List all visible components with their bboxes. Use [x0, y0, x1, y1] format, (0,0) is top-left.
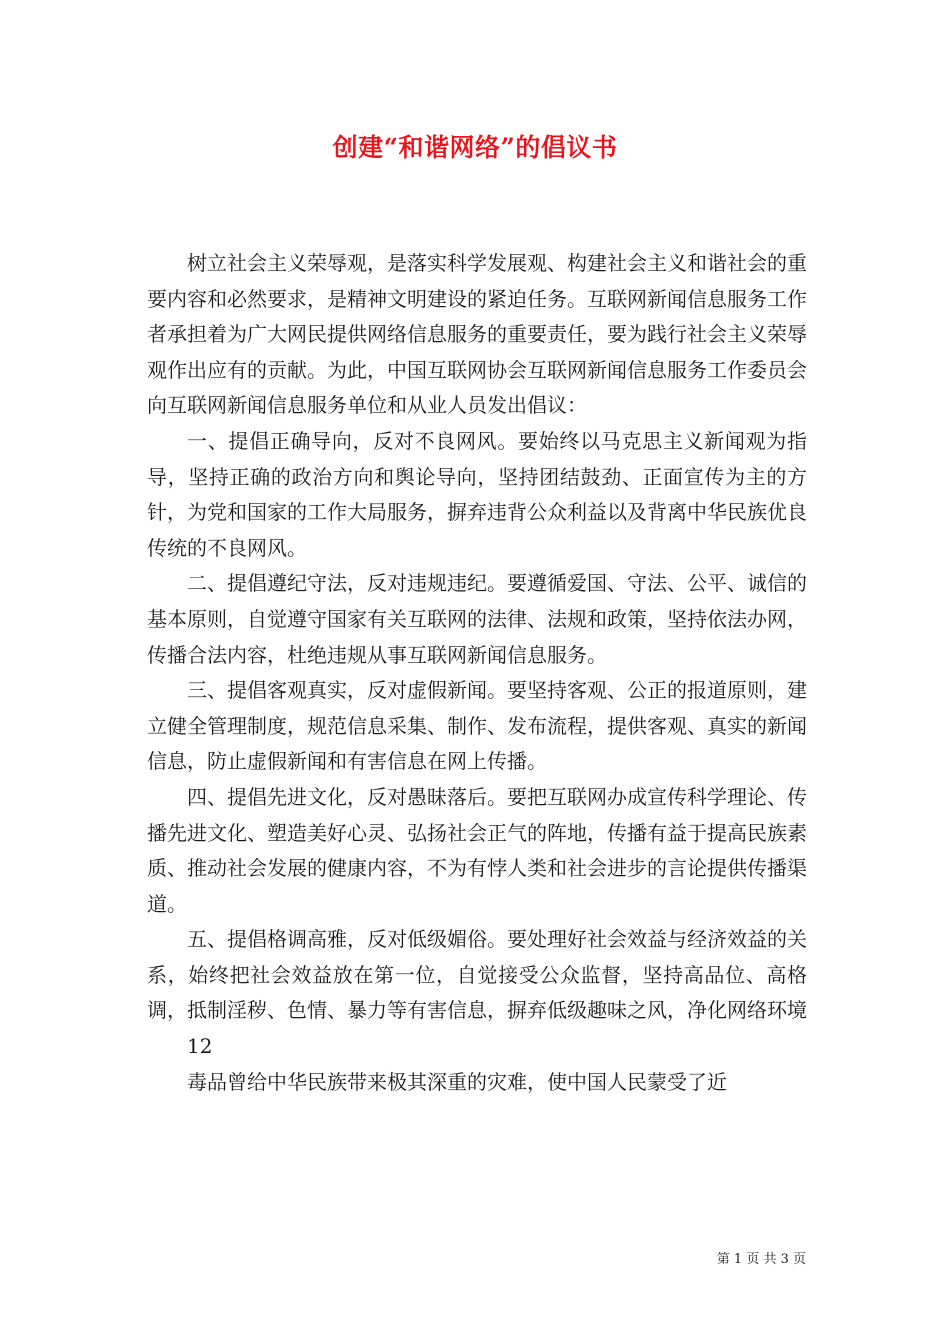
- paragraph-item-2: 二、提倡遵纪守法，反对违规违纪。要遵循爱国、守法、公平、诚信的基本原则，自觉遵守国家有关互联网的法律、法规和政策，坚持依法办网，传播合法内容，杜绝违规从事互联网新闻信息服务。: [147, 571, 807, 667]
- paragraph-intro: 树立社会主义荣辱观，是落实科学发展观、构建社会主义和谐社会的重要内容和必然要求，是精神文明建设的紧迫任务。互联网新闻信息服务工作者承担着为广大网民提供网络信息服务的重要责任，要为践行社会主义荣辱观作出应有的贡献。为此，中国互联网协会互联网新闻信息服务工作委员会向互联网新闻信息服务单位和从业人员发出倡议：: [147, 251, 807, 418]
- document-body: [147, 246, 807, 1100]
- paragraph-item-5: 五、提倡格调高雅，反对低级媚俗。要处理好社会效益与经济效益的关系，始终把社会效益放在第一位，自觉接受公众监督，坚持高品位、高格调，抵制淫秽、色情、暴力等有害信息，摒弃低级趣味之风，净化网络环境: [147, 927, 807, 1023]
- paragraph-item-1: 一、提倡正确导向，反对不良网风。要始终以马克思主义新闻观为指导，坚持正确的政治方向和舆论导向，坚持团结鼓劲、正面宣传为主的方针，为党和国家的工作大局服务，摒弃违背公众利益以及背离中华民族优良传统的不良网风。: [147, 428, 807, 560]
- page-number-label: 第 1 页 共 3 页: [716, 1252, 806, 1267]
- document-title: 创建“和谐网络”的倡议书: [332, 133, 618, 162]
- paragraph-item-4: 四、提倡先进文化，反对愚昧落后。要把互联网办成宣传科学理论、传播先进文化、塑造美好心灵、弘扬社会正气的阵地，传播有益于提高民族素质、推动社会发展的健康内容，不为有悖人类和社会进步的言论提供传播渠道。: [147, 784, 807, 916]
- paragraph-number: 12: [187, 1034, 213, 1059]
- paragraph-drugs: 毒品曾给中华民族带来极其深重的灾难，使中国人民蒙受了近: [187, 1069, 727, 1094]
- paragraph-item-3: 三、提倡客观真实，反对虚假新闻。要坚持客观、公正的报道原则，建立健全管理制度，规范信息采集、制作、发布流程，提供客观、真实的新闻信息，防止虚假新闻和有害信息在网上传播。: [147, 678, 807, 774]
- page-footer: [717, 1248, 806, 1267]
